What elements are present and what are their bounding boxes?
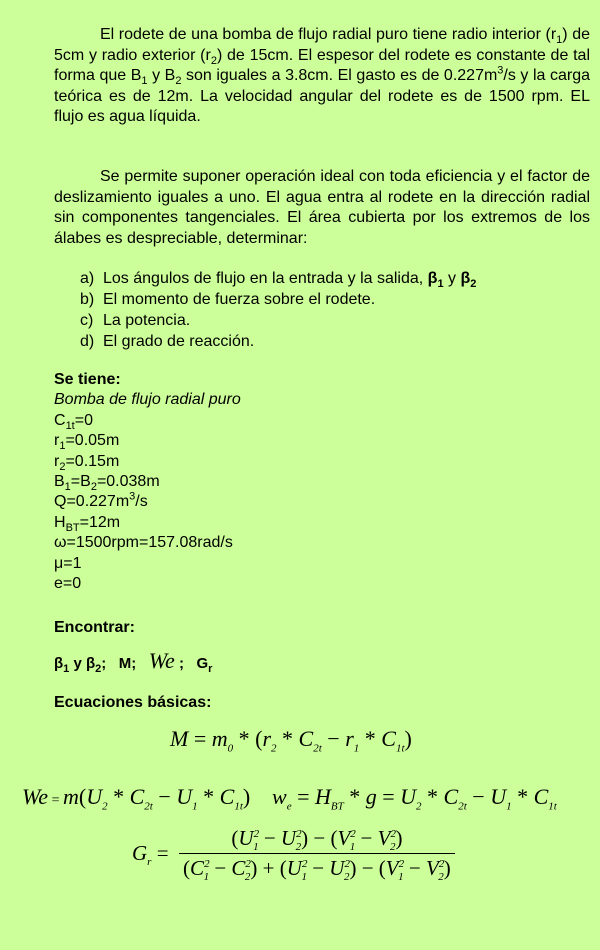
- given-e: e=0: [54, 575, 82, 593]
- list-item: c) La potencia.: [80, 312, 191, 329]
- list-item: d) El grado de reacción.: [80, 333, 255, 350]
- equation-moment: $M = m_0 * (r_2 * C_{2t} - r_1 * C_{1t})$: [170, 726, 412, 755]
- find-line: $\beta_1$ y $\beta_2$; M; We ; $G_r$: [54, 648, 213, 675]
- given-r1: $r_1=0.05m$: [54, 432, 120, 453]
- equations-heading: Ecuaciones básicas:: [54, 694, 212, 711]
- given-mu: μ=1: [54, 554, 82, 572]
- given-r2: $r_2=0.15m$: [54, 452, 120, 473]
- equation-reaction-degree: $G_r$ = $\frac{(U^2_1 - U^2_2) - (V^2_1 - V^2_2)}{(C^2_1 - C^2_2) + (U^2_1 - U^2_2) - (V^2_1 - V^2_2)}$: [132, 826, 455, 881]
- problem-paragraph-2: Se permite suponer operación ideal con toda eficiencia y el factor de deslizamiento iguales a uno. El agua entra al rodete en la dirección radial sin componentes tangenciales. El área cubierta por los extremos de los álabes es despreciable, determinar:: [54, 168, 590, 247]
- reaction-fraction: [179, 826, 455, 884]
- find-heading: Encontrar:: [54, 619, 135, 636]
- fraction-numerator: $(U^2_1 - U^2_2) - (V^2_1 - V^2_2)$: [231, 826, 403, 854]
- given-omega: ω=1500rpm=157.08rad/s: [54, 534, 233, 552]
- question-list: [80, 268, 580, 352]
- given-subtitle: Bomba de flujo radial puro: [54, 391, 241, 409]
- given-b: $B_1=B_2=0.038m$: [54, 473, 160, 494]
- equation-work: $We = m(U_2 * C_{2t} - U_1 * C_{1t})$: [22, 784, 251, 813]
- given-section: [54, 370, 241, 594]
- given-heading: Se tiene:: [54, 371, 121, 388]
- given-q: $Q=0.227m^3/s$: [54, 491, 148, 511]
- given-c1t: $C_{1t}=0$: [54, 411, 93, 432]
- problem-paragraph-1: El rodete de una bomba de flujo radial puro tiene radio interior $(r_1)$ de 5cm y radio exterior $(r_2)$ de 15cm. El espesor del rodete es constante de tal forma que $B_1$ y $B_2$ son iguales a 3.8cm. El gasto es de $0.227m^3/s$ y la carga teórica es de 12m. La velocidad angular del rodete es de 1500 rpm. EL flujo es agua líquida.: [54, 26, 591, 126]
- fraction-denominator: $(C^2_1 - C^2_2) + (U^2_1 - U^2_2) - (V^2_1 - V^2_2)$: [179, 853, 455, 881]
- list-item: a) Los ángulos de flujo en la entrada y la salida, $\beta_1$ y $\beta_2$: [80, 270, 477, 291]
- given-h: $H_{BT}=12m$: [54, 513, 121, 535]
- equation-specific-work: $w_e = H_{BT} * g = U_2 * C_{2t} - U_1 * C_{1t}$: [272, 784, 557, 813]
- list-item: b) El momento de fuerza sobre el rodete.: [80, 291, 376, 308]
